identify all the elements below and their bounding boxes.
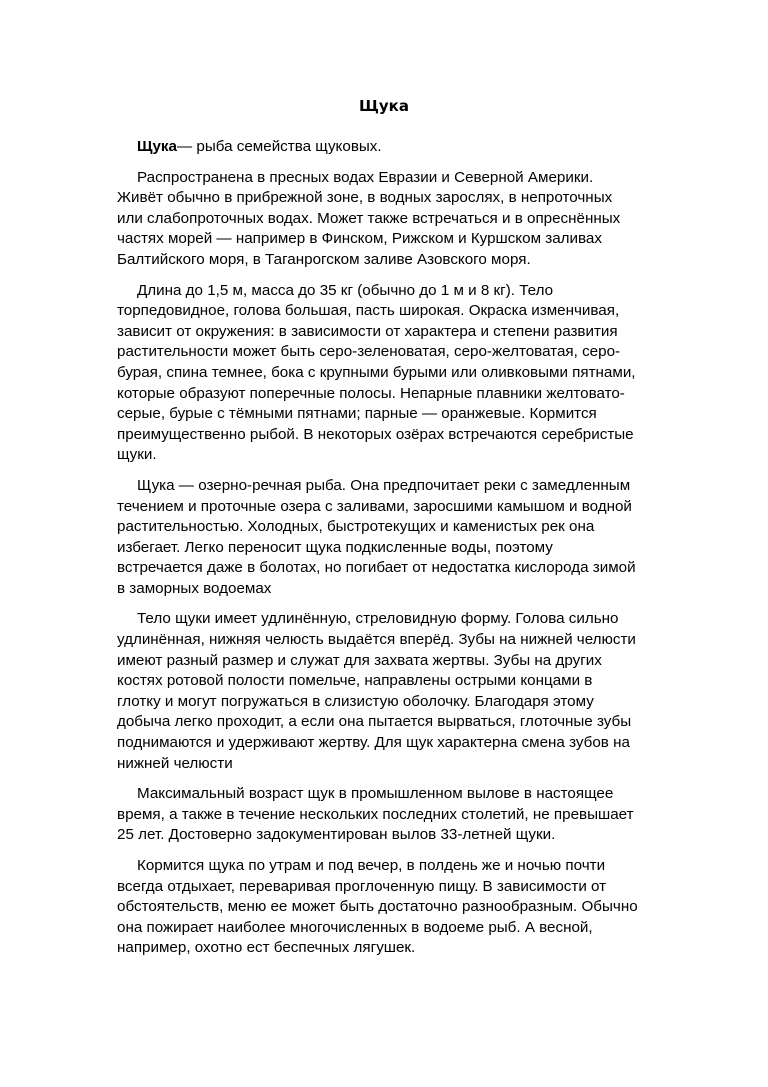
text-line: 25 лет. Достоверно задокументирован вылов 33-летней щуки. xyxy=(117,826,556,844)
text-line: серые, бурые с тёмными пятнами; парные — оранжевые. Кормится xyxy=(117,405,597,423)
text-line: поднимаются и удерживают жертву. Для щук характерна смена зубов на xyxy=(117,734,630,752)
text-line: бурая, спина темнее, бока с крупными бурыми или оливковыми пятнами, xyxy=(117,363,636,381)
paragraph-anatomy xyxy=(117,609,652,774)
text-line: например, охотно ест беспечных лягушек. xyxy=(117,939,416,957)
intro-paragraph xyxy=(117,137,652,158)
paragraph-feeding xyxy=(117,856,652,959)
page-title: Щука xyxy=(359,97,409,115)
text-line: преимущественно рыбой. В некоторых озёрах встречаются серебристые xyxy=(117,425,634,443)
text-line: костях ротовой полости помельче, направлены острыми концами в xyxy=(117,672,593,690)
text-line: глотку и могут погружаться в слизистую оболочку. Благодаря этому xyxy=(117,692,594,710)
text-line: удлинённая, нижняя челюсть выдаётся вперёд. Зубы на нижней челюсти xyxy=(117,631,636,649)
document-body xyxy=(117,137,652,969)
paragraph-age xyxy=(117,784,652,846)
text-line: Распространена в пресных водах Евразии и Северной Америки. xyxy=(137,168,594,186)
paragraph-habitat xyxy=(117,476,652,600)
text-line: течением и проточные озера с заливами, заросшими камышом и водной xyxy=(117,497,632,515)
paragraph-appearance xyxy=(117,281,652,466)
text-line: встречается даже в болотах, но погибает от недостатка кислорода зимой xyxy=(117,559,636,577)
paragraph-distribution xyxy=(117,168,652,271)
text-line: Щука — озерно-речная рыба. Она предпочитает реки с замедленным xyxy=(137,476,631,494)
text-line: Балтийского моря, в Таганрогском заливе Азовского моря. xyxy=(117,250,531,268)
text-line: торпедовидное, голова большая, пасть широкая. Окраска изменчивая, xyxy=(117,302,620,320)
text-line: в заморных водоемах xyxy=(117,579,272,597)
intro-term: Щука xyxy=(137,138,177,155)
text-line: всегда отдыхает, переваривая проглоченную пищу. В зависимости от xyxy=(117,877,607,895)
text-line: Тело щуки имеет удлинённую, стреловидную форму. Голова сильно xyxy=(137,610,619,628)
text-line: Живёт обычно в прибрежной зоне, в водных зарослях, в непроточных xyxy=(117,189,613,207)
text-line: нижней челюсти xyxy=(117,754,233,772)
text-line: обстоятельств, меню ее может быть достаточно разнообразным. Обычно xyxy=(117,898,638,916)
text-line: растительности может быть серо-зеленоватая, серо-желтоватая, серо- xyxy=(117,343,621,361)
text-line: щуки. xyxy=(117,446,157,464)
text-line: избегает. Легко переносит щука подкисленные воды, поэтому xyxy=(117,538,553,556)
text-line: зависит от окружения: в зависимости от характера и степени развития xyxy=(117,322,618,340)
text-line: она пожирает наиболее многочисленных в водоеме рыб. А весной, xyxy=(117,918,593,936)
text-line: добыча легко проходит, а если она пытается вырваться, глоточные зубы xyxy=(117,713,632,731)
text-line: имеют разный размер и служат для захвата жертвы. Зубы на других xyxy=(117,651,602,669)
intro-definition: — рыба семейства щуковых. xyxy=(176,138,382,155)
text-line: Длина до 1,5 м, масса до 35 кг (обычно до 1 м и 8 кг). Тело xyxy=(137,281,554,299)
text-line: Кормится щука по утрам и под вечер, в полдень же и ночью почти xyxy=(137,857,606,874)
text-line: растительностью. Холодных, быстротекущих и каменистых рек она xyxy=(117,518,595,536)
text-line: время, а также в течение нескольких последних столетий, не превышает xyxy=(117,805,634,823)
text-line: которые образуют поперечные полосы. Непарные плавники желтовато- xyxy=(117,384,625,402)
text-line: Максимальный возраст щук в промышленном вылове в настоящее xyxy=(137,785,614,803)
text-line: частях морей — например в Финском, Рижском и Куршском заливах xyxy=(117,230,602,248)
text-line: или слабопроточных водах. Может также встречаться и в опреснённых xyxy=(117,209,621,227)
